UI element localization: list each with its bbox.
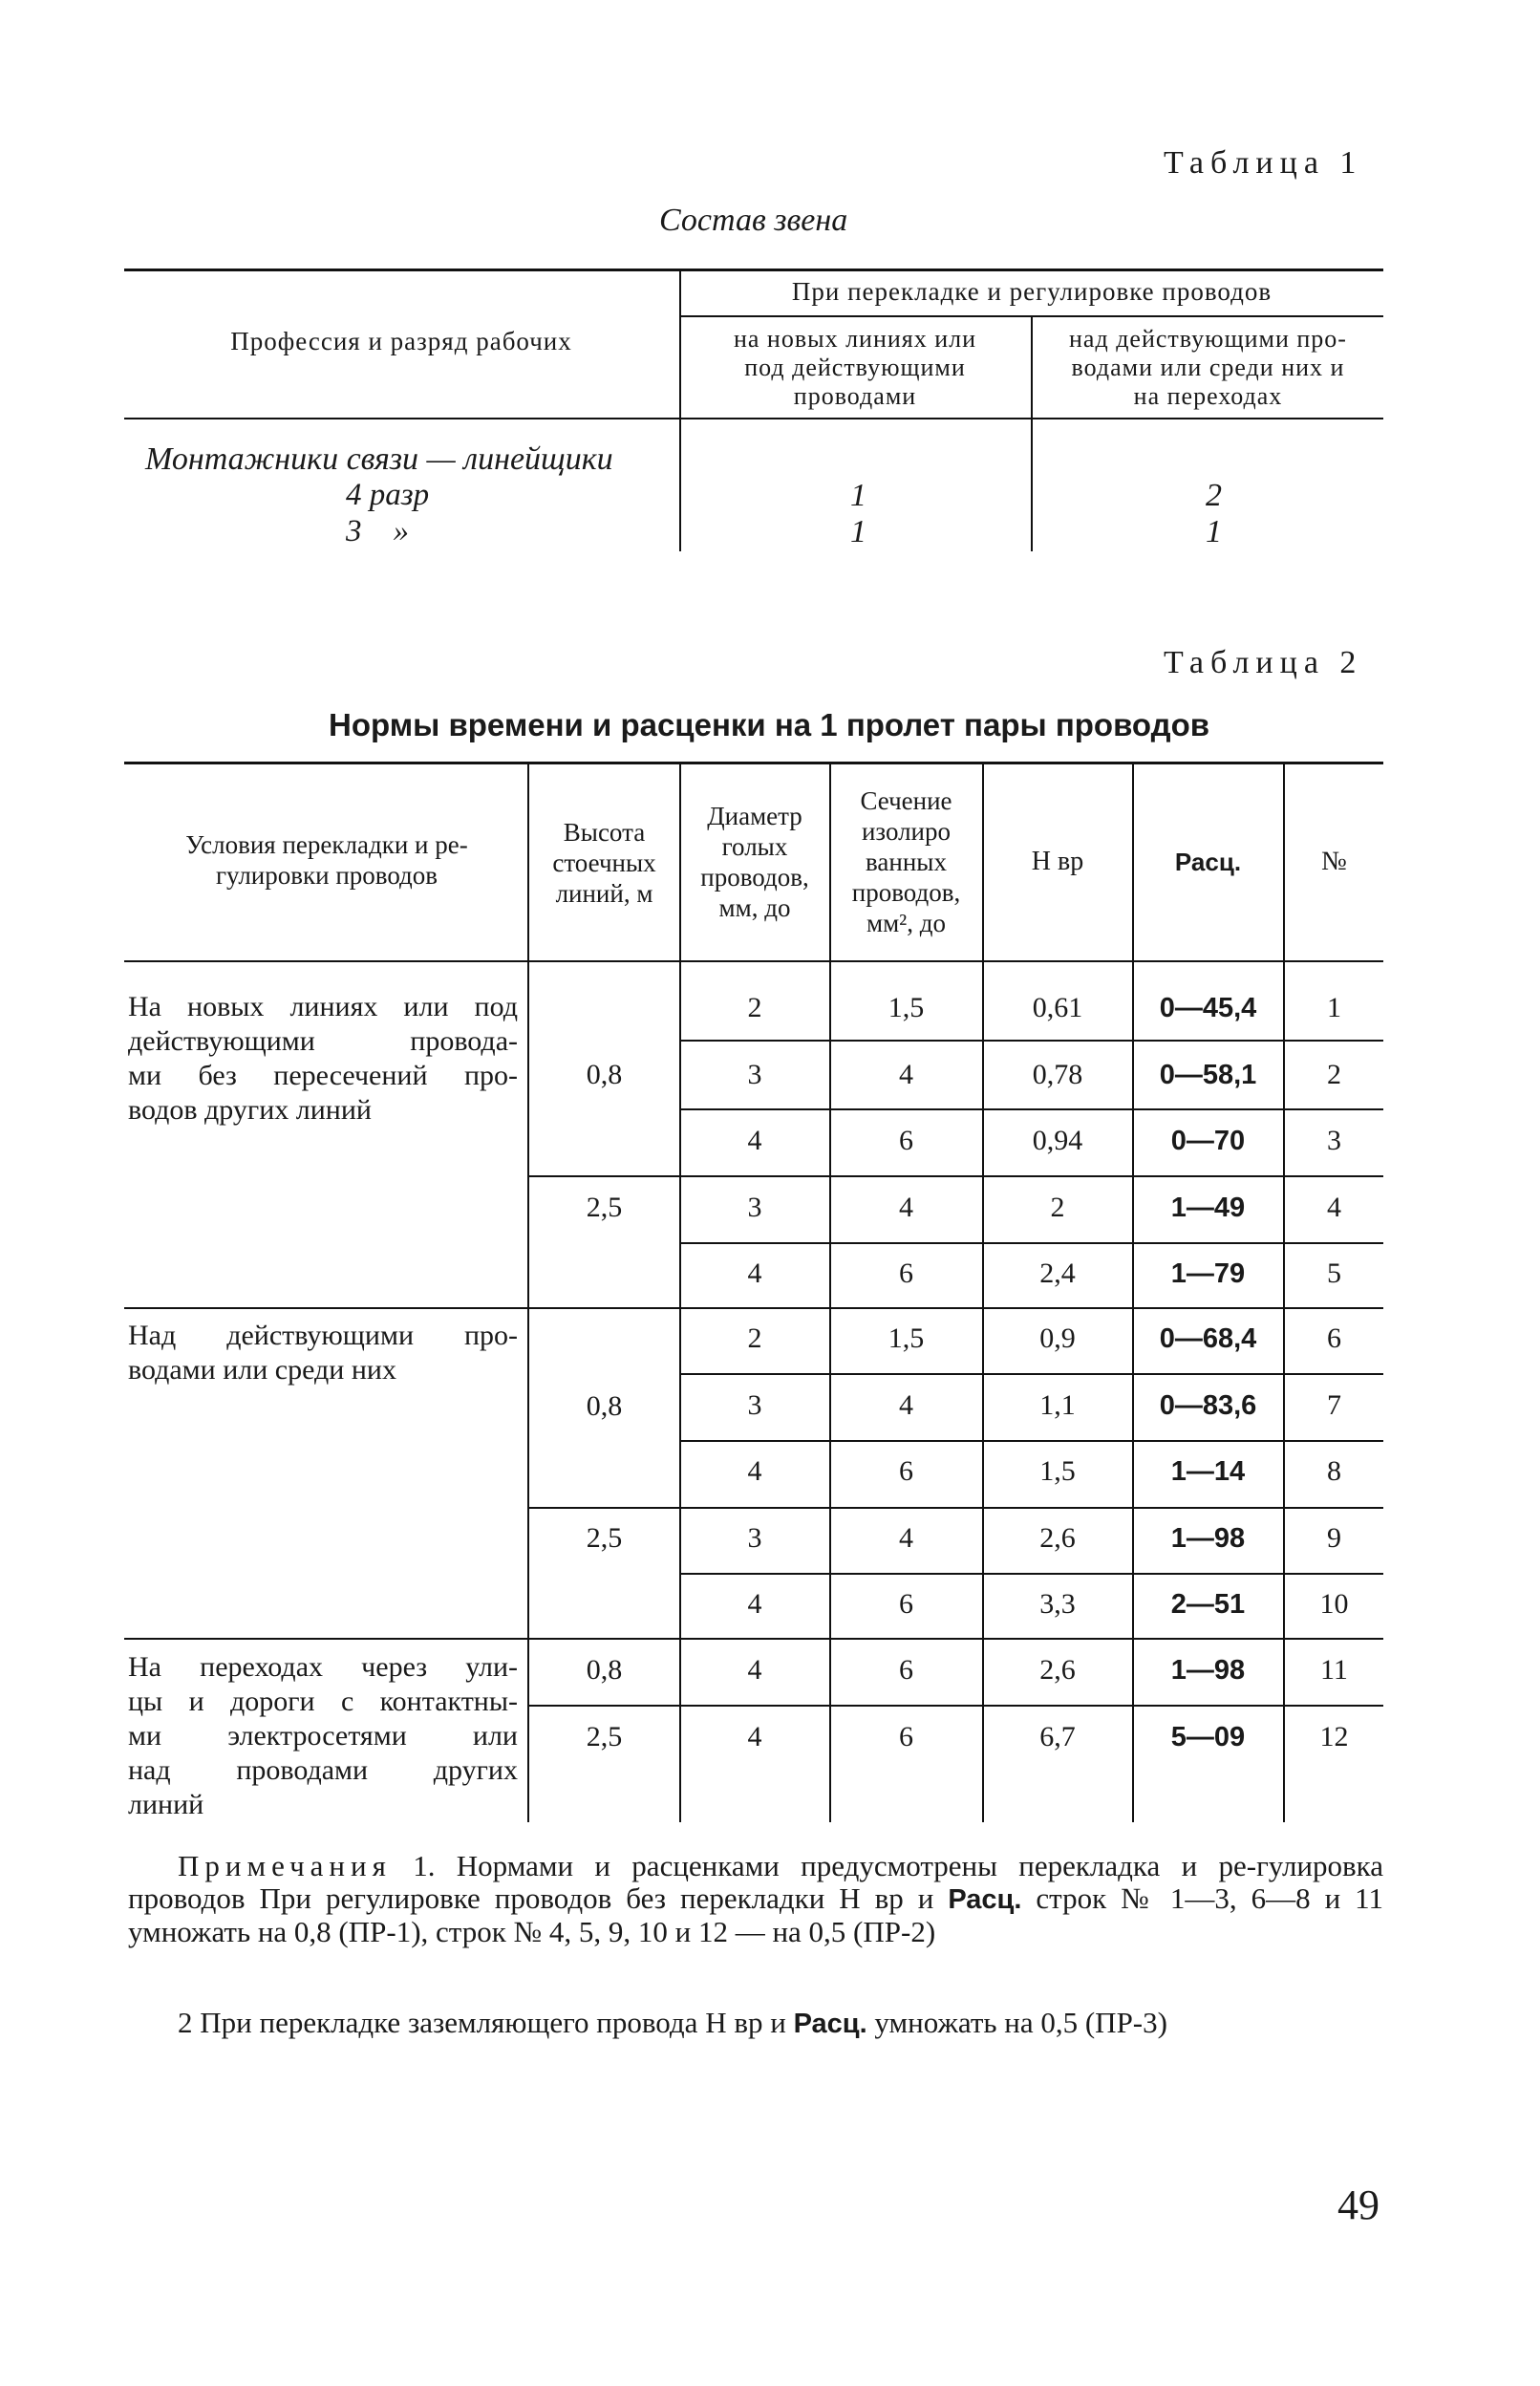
condition-line: На переходах через ули-: [128, 1651, 518, 1683]
table1-col-profession: Профессия и разряд рабочих: [230, 327, 572, 355]
cell-hvr: 2,6: [1039, 1522, 1076, 1554]
header-line: гулировки проводов: [215, 861, 438, 890]
header-conditions: [128, 829, 525, 891]
header-line: мм², до: [866, 909, 946, 937]
row-rule: [124, 1307, 1383, 1309]
table2-header-rule: [124, 960, 1383, 962]
cell-section: 1,5: [888, 992, 925, 1023]
table2-caption: Таблица 2: [1164, 645, 1363, 680]
row-rule: [680, 1242, 1383, 1244]
header-line: проводов,: [851, 878, 961, 907]
table1-value: 1: [850, 478, 866, 513]
cell-hvr: 1,5: [1039, 1455, 1076, 1487]
table1-sub2: [1033, 325, 1383, 411]
cell-num: 4: [1327, 1192, 1341, 1223]
cell-rasc: 1—49: [1170, 1193, 1246, 1223]
row-rule: [680, 1108, 1383, 1110]
cell-section: 4: [899, 1389, 913, 1421]
table1-sub1-line: на новых линиях или: [733, 325, 977, 353]
cell-diameter: 4: [747, 1721, 762, 1752]
cell-rasc: 0—45,4: [1159, 993, 1257, 1023]
cell-num: 7: [1327, 1389, 1341, 1421]
height-value: 2,5: [586, 1192, 623, 1223]
header-line: Сечение: [860, 786, 952, 815]
cell-hvr: 2,6: [1039, 1654, 1076, 1686]
height-value: 0,8: [586, 1390, 623, 1422]
cell-rasc: 1—79: [1170, 1258, 1246, 1289]
table1-header-rule: [124, 418, 1383, 419]
table1-row-group: Монтажники связи — линейщики: [145, 441, 613, 477]
cell-section: 6: [899, 1588, 913, 1620]
cell-hvr: 0,9: [1039, 1322, 1076, 1354]
cell-hvr: 6,7: [1039, 1721, 1076, 1752]
cell-rasc: 1—98: [1170, 1523, 1246, 1554]
row-rule: [124, 1638, 1383, 1640]
header-hvr: Н вр: [1031, 847, 1084, 876]
cell-diameter: 2: [747, 992, 762, 1023]
header-num: №: [1321, 847, 1347, 876]
condition-line: Над действующими про-: [128, 1320, 518, 1351]
header-line: проводов,: [700, 863, 809, 892]
cell-num: 3: [1327, 1125, 1341, 1156]
cell-rasc: 1—14: [1170, 1456, 1246, 1487]
header-line: изолиро: [861, 817, 952, 846]
table1-sub2-line: водами или среди них и: [1071, 354, 1345, 381]
note-2-text-cont: умножать на 0,5 (ПР-3): [866, 2006, 1167, 2039]
height-value: 0,8: [586, 1654, 623, 1686]
condition-line: над проводами других: [128, 1754, 518, 1786]
cell-hvr: 3,3: [1039, 1588, 1076, 1620]
header-line: ванных: [866, 848, 947, 876]
row-rule: [680, 1440, 1383, 1442]
header-height: [530, 817, 678, 909]
header-line: линий, м: [555, 879, 653, 908]
note-2-bold: Расц.: [793, 2009, 867, 2039]
cell-diameter: 2: [747, 1322, 762, 1354]
cell-diameter: 4: [747, 1257, 762, 1289]
condition-line: ми электросетями или: [128, 1720, 518, 1752]
cell-hvr: 0,61: [1032, 992, 1083, 1023]
condition-line: линий: [128, 1789, 204, 1820]
cell-hvr: 0,94: [1032, 1125, 1083, 1156]
height-value: 0,8: [586, 1059, 623, 1090]
cell-section: 6: [899, 1257, 913, 1289]
row-rule: [680, 1573, 1383, 1575]
notes-label: Примечания: [178, 1849, 392, 1882]
header-line: Условия перекладки и ре-: [185, 830, 468, 859]
group-conditions-2: [128, 1319, 518, 1387]
cell-num: 8: [1327, 1455, 1341, 1487]
header-line: Высота: [563, 818, 646, 847]
header-section: [831, 785, 981, 938]
group-conditions-1: [128, 990, 518, 1128]
group-conditions-3: [128, 1650, 518, 1822]
cell-rasc: 5—09: [1170, 1722, 1246, 1752]
table1-top-rule: [124, 269, 1383, 271]
note-1: [128, 1850, 1383, 1948]
cell-hvr: 2: [1050, 1192, 1065, 1223]
note-1-text: 1. Нормами и расценками предусмотрены перекладка и ре-гулировка проводов При регулировке проводов без перекладки Н вр и: [128, 1849, 1383, 1915]
condition-line: водами или среди них: [128, 1354, 396, 1386]
cell-rasc: 0—58,1: [1159, 1060, 1257, 1090]
condition-line: водов других линий: [128, 1094, 372, 1126]
cell-rasc: 0—70: [1170, 1126, 1246, 1156]
header-line: мм, до: [718, 893, 791, 922]
header-line: Диаметр: [707, 802, 802, 830]
table1-title: Состав звена: [659, 203, 848, 238]
note-1-bold: Расц.: [948, 1884, 1022, 1915]
cell-section: 4: [899, 1192, 913, 1223]
cell-rasc: 1—98: [1170, 1655, 1246, 1686]
height-value: 2,5: [586, 1522, 623, 1554]
note-2: [128, 2007, 1383, 2040]
cell-num: 1: [1327, 992, 1341, 1023]
cell-num: 10: [1319, 1588, 1349, 1620]
table2-top-rule: [124, 762, 1383, 764]
cell-section: 6: [899, 1455, 913, 1487]
cell-diameter: 4: [747, 1654, 762, 1686]
cell-num: 12: [1319, 1721, 1349, 1752]
table2-vline-conditions: [527, 762, 529, 1822]
cell-section: 4: [899, 1059, 913, 1090]
cell-num: 2: [1327, 1059, 1341, 1090]
table1-caption: Таблица 1: [1164, 145, 1363, 181]
row-rule: [528, 1705, 1383, 1707]
condition-line: цы и дороги с контактны-: [128, 1686, 518, 1717]
table1-sub2-line: над действующими про-: [1069, 325, 1347, 353]
cell-diameter: 3: [747, 1059, 762, 1090]
header-diameter: [681, 801, 828, 923]
cell-rasc: 0—83,6: [1159, 1390, 1257, 1421]
cell-diameter: 4: [747, 1125, 762, 1156]
page-number: 49: [1337, 2182, 1380, 2228]
table1-sub1-line: проводами: [793, 382, 917, 410]
cell-hvr: 0,78: [1032, 1059, 1083, 1090]
cell-section: 6: [899, 1721, 913, 1752]
cell-diameter: 3: [747, 1192, 762, 1223]
table1-value: 2: [1206, 478, 1222, 513]
header-rasc: Расц.: [1174, 848, 1242, 876]
cell-section: 4: [899, 1522, 913, 1554]
row-rule: [680, 1373, 1383, 1375]
cell-diameter: 3: [747, 1389, 762, 1421]
table1-value: 1: [850, 514, 866, 549]
cell-diameter: 4: [747, 1455, 762, 1487]
height-value: 2,5: [586, 1721, 623, 1752]
table1-value: 1: [1206, 514, 1222, 549]
cell-num: 6: [1327, 1322, 1341, 1354]
condition-line: На новых линиях или под: [128, 991, 518, 1022]
cell-num: 11: [1320, 1654, 1348, 1686]
table1-sub1: [680, 325, 1030, 411]
cell-diameter: 4: [747, 1588, 762, 1620]
cell-num: 9: [1327, 1522, 1341, 1554]
table1-row-label: 3 »: [346, 514, 409, 548]
row-rule: [680, 1040, 1383, 1042]
row-rule: [528, 1507, 1383, 1509]
cell-rasc: 0—68,4: [1159, 1323, 1257, 1354]
cell-rasc: 2—51: [1170, 1589, 1246, 1620]
cell-section: 6: [899, 1125, 913, 1156]
cell-hvr: 1,1: [1039, 1389, 1076, 1421]
row-rule: [528, 1175, 1383, 1177]
note-1-text-cont: строк № 1—3, 6—8 и 11 умножать на 0,8 (ПР-1), строк № 4, 5, 9, 10 и 12 — на 0,5 (ПР-2): [128, 1881, 1383, 1948]
cell-diameter: 3: [747, 1522, 762, 1554]
table1-sub1-line: под действующими: [744, 354, 966, 381]
cell-hvr: 2,4: [1039, 1257, 1076, 1289]
condition-line: действующими провода-: [128, 1025, 518, 1057]
condition-line: ми без пересечений про-: [128, 1060, 518, 1091]
table2-title: Нормы времени и расценки на 1 пролет пары проводов: [329, 707, 1210, 742]
note-2-text: 2 При перекладке заземляющего провода Н вр и: [178, 2006, 794, 2039]
table1-sub2-line: на переходах: [1133, 382, 1283, 410]
header-line: голых: [721, 832, 788, 861]
cell-section: 1,5: [888, 1322, 925, 1354]
table1-row-label: 4 разр: [346, 478, 430, 512]
cell-section: 6: [899, 1654, 913, 1686]
header-line: стоечных: [552, 849, 656, 877]
cell-num: 5: [1327, 1257, 1341, 1289]
table1-group-header: При перекладке и регулировке проводов: [791, 277, 1273, 306]
